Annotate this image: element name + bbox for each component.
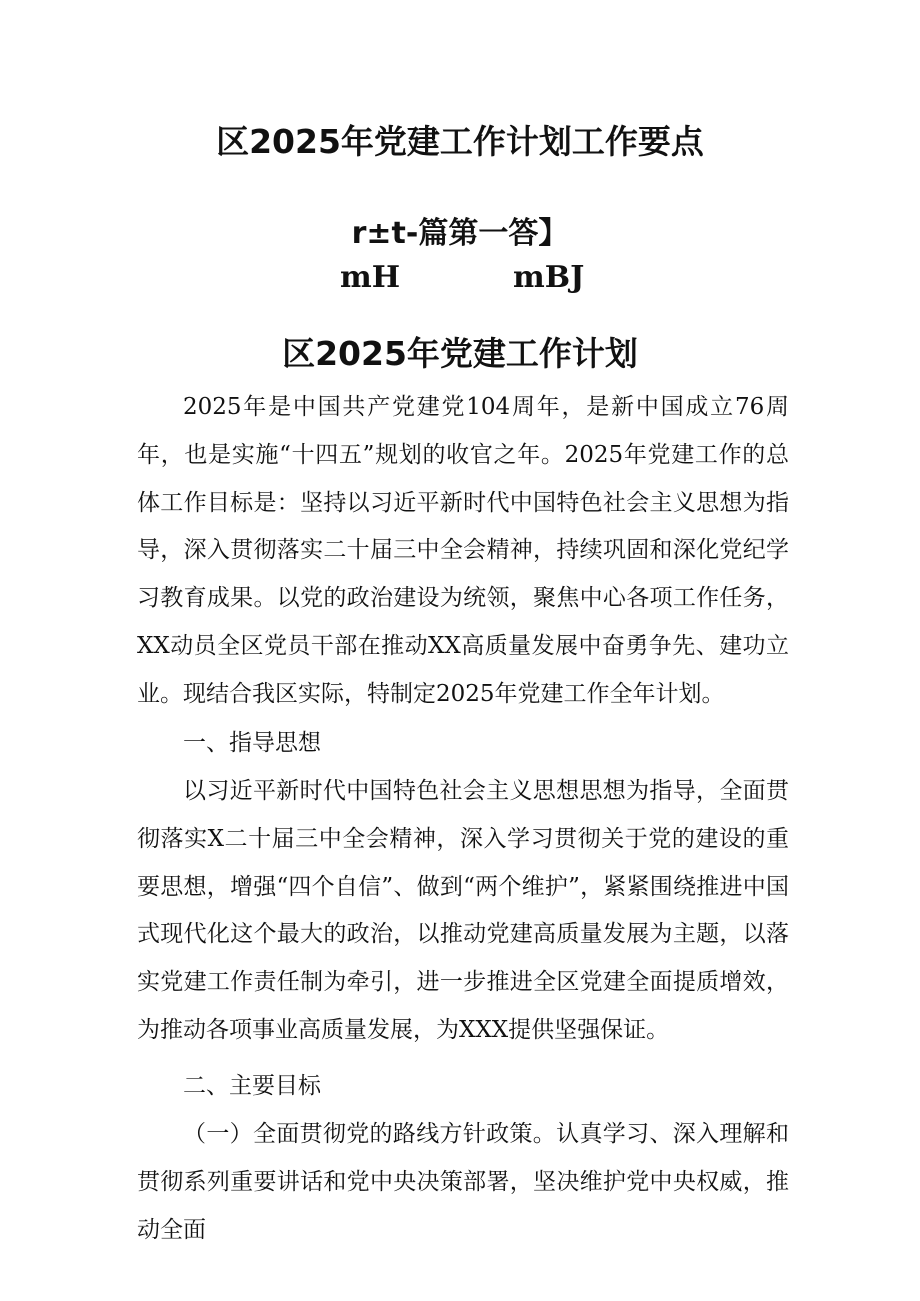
garbled-heading-line: r±t-篇第一答】 xyxy=(351,216,569,251)
section-heading-guiding-ideology: 一、指导思想 xyxy=(183,730,321,756)
document-subtitle: 区2025年党建工作计划 xyxy=(282,334,638,373)
garbled-text-row xyxy=(0,258,920,298)
section-heading-main-goals: 二、主要目标 xyxy=(183,1073,321,1099)
guiding-ideology-paragraph: 以习近平新时代中国特色社会主义思想思想为指导，全面贯彻落实X二十届三中全会精神，深入学习贯彻关于党的建设的重要思想，增强“四个自信”、做到“两个维护”，紧紧围绕推进中国式现代化这个最大的政治，以推动党建高质量发展为主题，以落实党建工作责任制为牵引，进一步推进全区党建全面提质增效，为推动各项事业高质量发展，为XXX提供坚强保证。 xyxy=(137,778,789,1043)
main-goal-paragraph-1: （一）全面贯彻党的路线方针政策。认真学习、深入理解和贯彻系列重要讲话和党中央决策部署，坚决维护党中央权威，推动全面 xyxy=(137,1121,789,1243)
garbled-text-right: mBJ xyxy=(513,260,585,295)
intro-paragraph: 2025年是中国共产党建党104周年，是新中国成立76周年，也是实施“十四五”规划的收官之年。2025年党建工作的总体工作目标是：坚持以习近平新时代中国特色社会主义思想为指导，深入贯彻落实二十届三中全会精神，持续巩固和深化党纪学习教育成果。以党的政治建设为统领，聚焦中心各项工作任务，XX动员全区党员干部在推动XX高质量发展中奋勇争先、建功立业。现结合我区实际，特制定2025年党建工作全年计划。 xyxy=(137,394,789,707)
garbled-text-left: mH xyxy=(340,260,401,295)
document-title: 区2025年党建工作计划工作要点 xyxy=(216,122,704,161)
